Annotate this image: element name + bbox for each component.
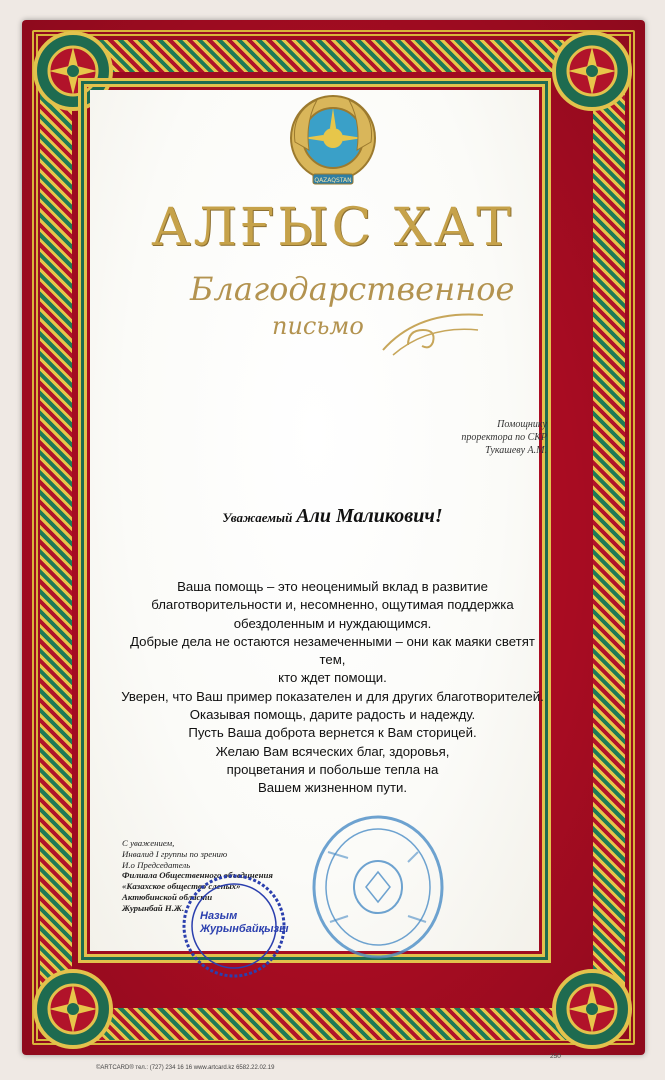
recipient-block xyxy=(461,418,547,457)
body-line: кто ждет помощи. xyxy=(278,670,387,686)
signature-line: С уважением, xyxy=(122,838,175,848)
swirl-ornament-icon xyxy=(378,300,488,360)
border-band-top xyxy=(90,40,575,72)
state-emblem-icon xyxy=(287,92,379,192)
signature-line: Филиала Общественного объединения xyxy=(122,870,273,881)
greeting-name: Али Маликович! xyxy=(296,505,443,527)
title-russian-line1: Благодарственное xyxy=(190,270,515,308)
recipient-line: проректора по СКР xyxy=(461,432,547,443)
title-russian-line2: письмо xyxy=(272,312,364,340)
corner-ornament-icon xyxy=(547,26,637,116)
body-line: Оказывая помощь, дарите радость и надежду. xyxy=(189,707,476,723)
page-number: 250 xyxy=(550,1053,561,1060)
recipient-line: Тукашеву А.М. xyxy=(485,445,547,456)
signature-line: «Казахское общество слепых» xyxy=(122,881,241,892)
corner-ornament-icon xyxy=(547,964,637,1054)
signature-line: Актюбинской области xyxy=(122,891,213,902)
signature-line: Инвалид I группы по зрению xyxy=(122,848,228,859)
body-line: благотворительности и, несомненно, ощутимая поддержка xyxy=(151,597,514,613)
signature-line: И.о Председатель xyxy=(122,859,191,870)
name-stamp-line: Журынбайқызы xyxy=(200,923,289,935)
name-stamp-text xyxy=(200,910,290,936)
corner-ornament-icon xyxy=(28,964,118,1054)
letter-body xyxy=(120,578,545,798)
body-line: Вашем жизненном пути. xyxy=(257,780,408,796)
printer-footer: ©ARTCARD® тел.: (727) 234 16 16 www.artcard.kz 6582.22.02.19 xyxy=(96,1065,275,1071)
greeting-prefix: Уважаемый xyxy=(222,510,293,525)
greeting xyxy=(0,505,665,528)
body-line: Пусть Ваша доброта вернется к Вам сторицей. xyxy=(188,725,477,741)
body-line: Ваша помощь – это неоценимый вклад в развитие xyxy=(177,579,488,594)
emblem-label: QAZAQSTAN xyxy=(314,177,352,184)
body-line: Уверен, что Ваш пример показателен и для других благотворителей. xyxy=(121,688,544,704)
body-line: процветания и побольше тепла на xyxy=(226,761,439,777)
recipient-line: Помощнику xyxy=(497,419,547,430)
title-kazakh: АЛҒЫС ХАТ xyxy=(151,198,514,258)
body-line: обездоленным и нуждающимся. xyxy=(233,615,432,631)
name-stamp-line: Назым xyxy=(200,910,238,922)
body-line: Желаю Вам всяческих благ, здоровья, xyxy=(215,743,450,759)
official-seal-icon xyxy=(308,812,448,962)
body-line: Добрые дела не остаются незамеченными – они как маяки светят тем, xyxy=(130,633,535,668)
signature-line: Журынбай Н.Ж. xyxy=(122,902,185,913)
border-band-bottom xyxy=(90,1008,575,1040)
